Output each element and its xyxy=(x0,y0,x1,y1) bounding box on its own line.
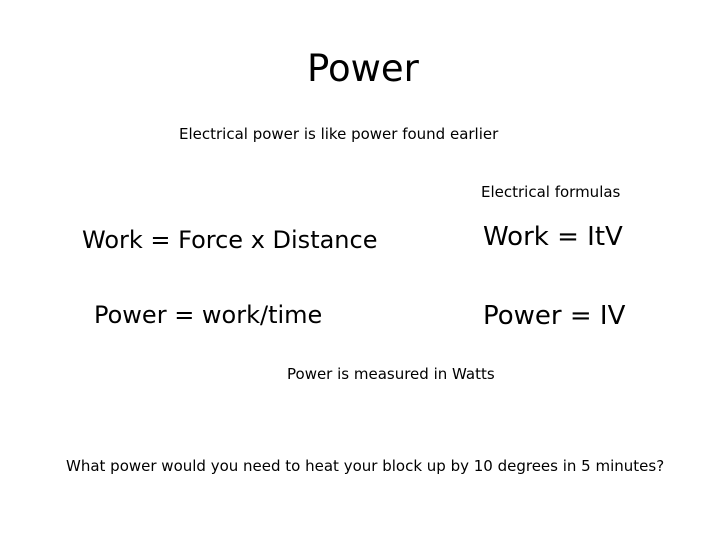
subtitle-text: Electrical power is like power found earlier xyxy=(179,125,499,143)
units-note: Power is measured in Watts xyxy=(287,365,495,383)
question-text: What power would you need to heat your block up by 10 degrees in 5 minutes? xyxy=(66,457,665,475)
formula-power-mechanical: Power = work/time xyxy=(94,301,323,329)
formula-power-electrical: Power = IV xyxy=(483,301,626,331)
slide-title: Power xyxy=(307,47,419,90)
electrical-formulas-label: Electrical formulas xyxy=(481,183,621,201)
formula-work-mechanical: Work = Force x Distance xyxy=(82,226,378,254)
formula-work-electrical: Work = ItV xyxy=(483,222,623,252)
